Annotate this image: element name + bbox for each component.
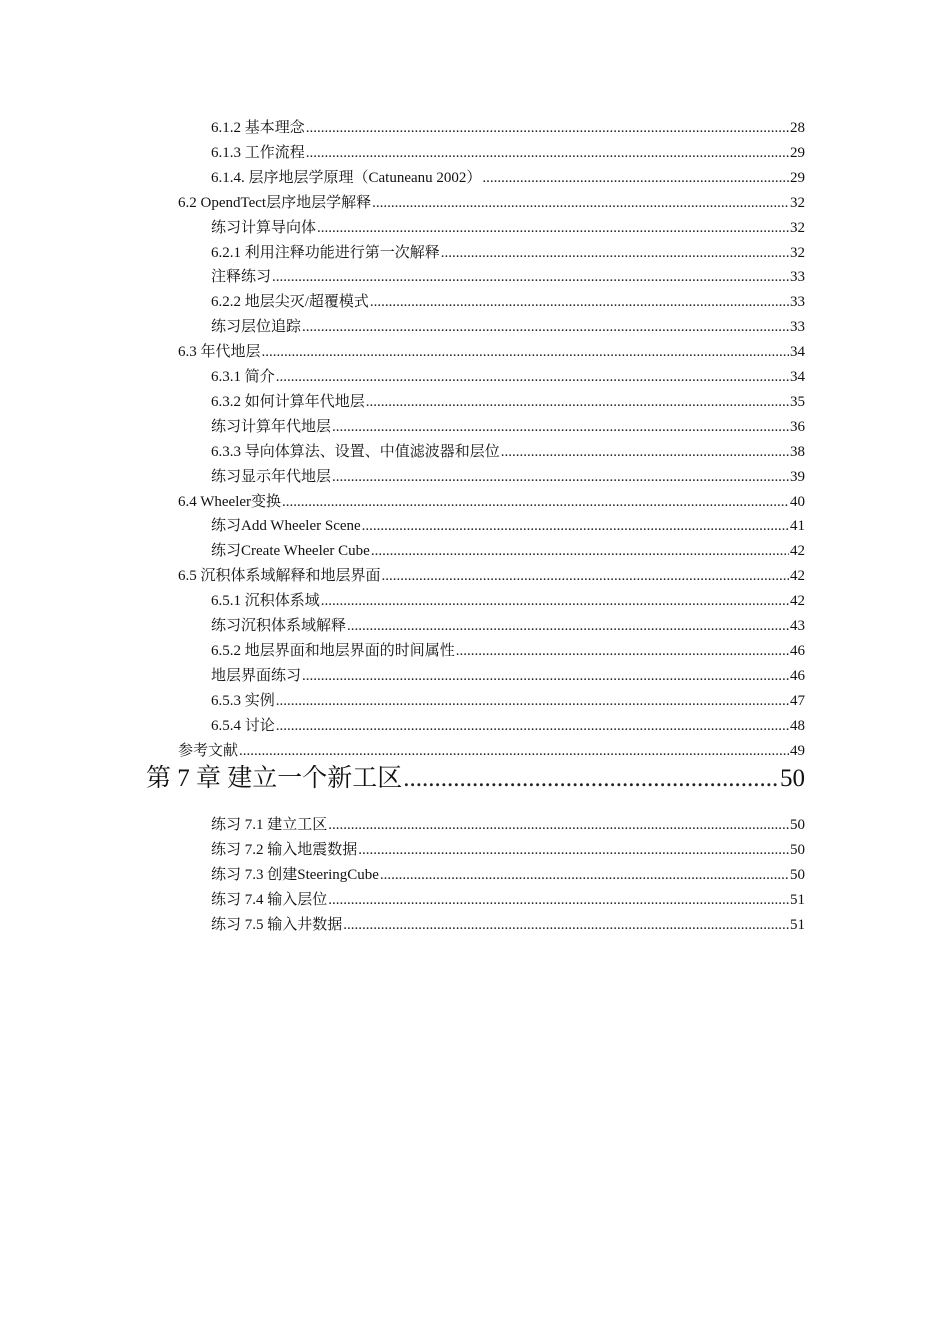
toc-entry[interactable] bbox=[178, 342, 805, 362]
toc-entry-title: 6.5.1 沉积体系域 bbox=[211, 593, 320, 610]
toc-entry-title: 6.2 OpendTect层序地层学解释 bbox=[178, 194, 372, 211]
toc-dot-leader bbox=[456, 641, 789, 661]
toc-dot-leader bbox=[262, 342, 789, 362]
toc-dot-leader bbox=[328, 890, 789, 910]
toc-page-number: 51 bbox=[790, 891, 805, 908]
toc-entry-title: 注释练习 bbox=[211, 269, 272, 286]
toc-entry[interactable] bbox=[211, 392, 805, 412]
toc-entry[interactable] bbox=[211, 840, 805, 860]
toc-dot-leader bbox=[276, 716, 789, 736]
toc-entry-title: 参考文献 bbox=[178, 742, 239, 759]
toc-entry[interactable] bbox=[211, 218, 805, 238]
toc-entry[interactable] bbox=[211, 118, 805, 138]
toc-page-number: 48 bbox=[790, 717, 805, 734]
toc-entry[interactable] bbox=[211, 865, 805, 885]
toc-dot-leader bbox=[403, 763, 779, 795]
toc-entry-title: 6.3.1 简介 bbox=[211, 369, 275, 385]
toc-entry-title: 练习计算年代地层 bbox=[211, 418, 332, 435]
toc-entry-title: 练习显示年代地层 bbox=[211, 468, 332, 485]
toc-page-number: 46 bbox=[790, 667, 805, 684]
toc-page-number: 36 bbox=[790, 418, 805, 435]
toc-dot-leader bbox=[272, 267, 789, 287]
toc-page-number: 34 bbox=[790, 369, 805, 385]
toc-page-number: 50 bbox=[780, 765, 805, 792]
toc-entry-title: 6.3 年代地层 bbox=[178, 344, 261, 361]
toc-page-number: 33 bbox=[790, 319, 805, 336]
toc-entry-title: 练习沉积体系域解释 bbox=[211, 618, 347, 634]
toc-entry[interactable] bbox=[211, 292, 805, 312]
toc-page-number: 42 bbox=[790, 593, 805, 610]
toc-dot-leader bbox=[482, 168, 789, 188]
toc-entry-title: 练习 7.5 输入井数据 bbox=[211, 916, 343, 933]
toc-page-number: 32 bbox=[790, 244, 805, 261]
toc-dot-leader bbox=[371, 541, 789, 561]
toc-dot-leader bbox=[317, 218, 789, 238]
toc-dot-leader bbox=[441, 243, 789, 263]
toc-entry-title: 练习 7.3 创建SteeringCube bbox=[211, 866, 379, 883]
toc-entry-title: 练习Create Wheeler Cube bbox=[211, 543, 370, 560]
toc-entry[interactable] bbox=[211, 417, 805, 437]
toc-dot-leader bbox=[370, 292, 789, 312]
toc-entry-title: 练习Add Wheeler Scene bbox=[211, 518, 361, 535]
toc-page-number: 50 bbox=[790, 817, 805, 833]
toc-page-number: 29 bbox=[790, 144, 805, 161]
toc-dot-leader bbox=[372, 193, 789, 213]
toc-entry[interactable] bbox=[211, 516, 805, 536]
toc-dot-leader bbox=[343, 915, 789, 935]
toc-page-number: 38 bbox=[790, 443, 805, 460]
toc-entry-title: 6.1.3 工作流程 bbox=[211, 144, 305, 161]
toc-entry-title: 练习 7.2 输入地震数据 bbox=[211, 841, 358, 858]
toc-entry[interactable] bbox=[211, 641, 805, 661]
toc-dot-leader bbox=[321, 591, 789, 611]
toc-entry-title: 6.5.4 讨论 bbox=[211, 717, 275, 734]
toc-dot-leader bbox=[239, 741, 789, 761]
toc-entry-title: 地层界面练习 bbox=[211, 667, 302, 684]
toc-page-number: 49 bbox=[790, 742, 805, 759]
toc-page-number: 39 bbox=[790, 468, 805, 485]
toc-page-number: 47 bbox=[790, 692, 805, 709]
toc-dot-leader bbox=[332, 467, 789, 487]
toc-page-number: 50 bbox=[790, 866, 805, 883]
toc-entry[interactable] bbox=[211, 541, 805, 561]
toc-entry[interactable] bbox=[178, 566, 805, 586]
toc-page-number: 33 bbox=[790, 269, 805, 286]
toc-dot-leader bbox=[366, 392, 789, 412]
toc-dot-leader bbox=[332, 417, 789, 437]
toc-page-number: 29 bbox=[790, 169, 805, 186]
toc-entry[interactable] bbox=[211, 317, 805, 337]
toc-entry[interactable] bbox=[211, 267, 805, 287]
toc-dot-leader bbox=[380, 865, 789, 885]
toc-dot-leader bbox=[306, 143, 789, 163]
toc-page-number: 40 bbox=[790, 493, 805, 510]
toc-entry-title: 练习计算导向体 bbox=[211, 219, 317, 236]
toc-dot-leader bbox=[328, 815, 789, 835]
toc-entry[interactable] bbox=[211, 243, 805, 263]
toc-entry-title: 6.1.4. 层序地层学原理（Catuneanu 2002） bbox=[211, 169, 482, 186]
toc-page-number: 33 bbox=[790, 294, 805, 311]
toc-entry[interactable] bbox=[211, 143, 805, 163]
toc-entry-title: 6.3.3 导向体算法、设置、中值滤波器和层位 bbox=[211, 443, 500, 460]
toc-page-number: 42 bbox=[790, 568, 805, 585]
toc-entry[interactable] bbox=[211, 915, 805, 935]
toc-entry-title: 第 7 章 建立一个新工区 bbox=[146, 765, 403, 792]
toc-dot-leader bbox=[382, 566, 789, 586]
toc-dot-leader bbox=[302, 317, 789, 337]
toc-page-number: 46 bbox=[790, 642, 805, 659]
toc-entry[interactable] bbox=[211, 666, 805, 686]
toc-dot-leader bbox=[501, 442, 789, 462]
toc-page-number: 32 bbox=[790, 219, 805, 236]
toc-entry[interactable] bbox=[211, 367, 805, 387]
toc-page-number: 35 bbox=[790, 393, 805, 410]
toc-entry-title: 练习层位追踪 bbox=[211, 319, 302, 336]
toc-entry[interactable] bbox=[178, 492, 805, 512]
toc-entry[interactable] bbox=[211, 168, 805, 188]
toc-entry-title: 6.5.2 地层界面和地层界面的时间属性 bbox=[211, 642, 455, 659]
toc-entry[interactable] bbox=[211, 691, 805, 711]
toc-entry-title: 练习 7.4 输入层位 bbox=[211, 891, 328, 908]
toc-entry[interactable] bbox=[211, 716, 805, 736]
toc-entry-title: 6.2.1 利用注释功能进行第一次解释 bbox=[211, 244, 440, 261]
toc-entry[interactable] bbox=[211, 815, 805, 835]
toc-entry[interactable] bbox=[178, 193, 805, 213]
toc-dot-leader bbox=[276, 691, 789, 711]
toc-page-number: 32 bbox=[790, 194, 805, 211]
toc-dot-leader bbox=[302, 666, 789, 686]
toc-entry[interactable] bbox=[211, 890, 805, 910]
toc-page-number: 41 bbox=[790, 518, 805, 535]
toc-entry[interactable] bbox=[211, 616, 805, 636]
toc-page-number: 43 bbox=[790, 618, 805, 634]
toc-entry-title: 6.2.2 地层尖灭/超覆模式 bbox=[211, 294, 369, 311]
toc-entry-title: 6.5.3 实例 bbox=[211, 692, 275, 709]
toc-page-number: 34 bbox=[790, 344, 805, 361]
toc-entry-title: 6.5 沉积体系域解释和地层界面 bbox=[178, 568, 381, 585]
toc-entry[interactable] bbox=[211, 591, 805, 611]
toc-chapter-entry[interactable] bbox=[146, 763, 805, 795]
toc-dot-leader bbox=[358, 840, 789, 860]
toc-page-number: 28 bbox=[790, 120, 805, 136]
toc-dot-leader bbox=[282, 492, 789, 512]
toc-page-number: 50 bbox=[790, 841, 805, 858]
toc-entry-title: 6.3.2 如何计算年代地层 bbox=[211, 393, 365, 410]
toc-dot-leader bbox=[362, 516, 789, 536]
toc-dot-leader bbox=[276, 367, 789, 387]
toc-entry[interactable] bbox=[211, 467, 805, 487]
toc-entry-title: 6.1.2 基本理念 bbox=[211, 120, 305, 136]
toc-entry[interactable] bbox=[211, 442, 805, 462]
toc-page-number: 42 bbox=[790, 543, 805, 560]
toc-entry-title: 6.4 Wheeler变换 bbox=[178, 493, 282, 510]
toc-entry-title: 练习 7.1 建立工区 bbox=[211, 817, 328, 833]
toc-dot-leader bbox=[347, 616, 789, 636]
toc-entry[interactable] bbox=[178, 741, 805, 761]
toc-page-number: 51 bbox=[790, 916, 805, 933]
toc-dot-leader bbox=[306, 118, 789, 138]
